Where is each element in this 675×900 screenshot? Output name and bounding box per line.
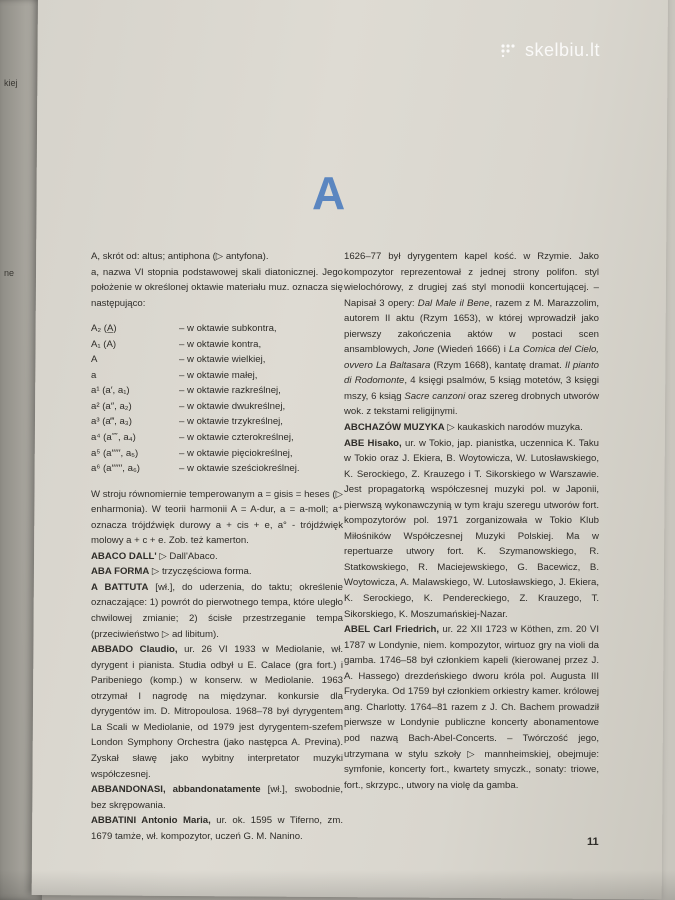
octave-description: – w oktawie kontra, [179,338,262,350]
entry-a-abbrev: A, skrót od: altus; antiphona (▷ antyfona). [91,251,269,262]
entry-abbatini: ABBATINI Antonio Maria, ur. ok. 1595 w Tiferno, zm. 1679 tamże, wł. kompozytor, uczeń G. M. Nanino. [91,815,343,842]
octave-description: – w oktawie subkontra, [179,323,277,335]
octave-row [91,368,343,384]
octave-description: – w oktawie trzykreślnej, [179,416,283,428]
octave-symbol: A [91,354,98,366]
previous-page-fragment: kiej [4,78,18,88]
octave-symbol: a⁴ (a⁗, a₄) [91,432,136,444]
entry-a-tuning: W stroju równomiernie temperowanym a = gisis = heses (▷ enharmonia). W teorii harmonii A = A-dur, a = a-moll; a⁺ oznacza trójdźwięk durowy a + cis + e, a° - trójdźwięk molowy a + c + e. Zob. też kamerton. [91,488,343,547]
octave-symbol: a¹ (a′, a₁) [91,385,130,397]
previous-page-fragment: ne [4,268,15,278]
octave-description: – w oktawie czterokreślnej, [179,432,294,444]
octave-symbol: a⁶ (a′′′′′′, a₆) [91,463,141,475]
octave-description: – w oktawie pięciokreślnej, [179,447,293,459]
octave-symbol: A₁ (A) [91,338,117,350]
entry-abaco: ABACO DALL' ▷ Dall'Abaco. [91,550,218,562]
octave-row [91,446,343,462]
entry-abbandonasi: ABBANDONASI, abbandonatamente [wł.], swobodnie, bez skrępowania. [91,784,343,811]
octave-symbol: a [91,369,97,381]
octave-row [91,414,343,430]
octave-row [91,337,343,353]
entry-abchazow: ABCHAZÓW MUZYKA ▷ kaukaskich narodów muzyka. [344,422,583,434]
octave-description: – w oktawie sześciokreślnej. [179,463,300,475]
octave-description: – w oktawie razkreślnej, [179,385,281,397]
entry-abe: ABE Hisako, ur. w Tokio, jap. pianistka, uczennica K. Taku w Tokio oraz J. Ekiera, B. Woytowicza, W. Lutosławskiego, K. Serockiego, Z. Krauzego i T. Sikorskiego w Warszawie. Jest propagatorką współczesnej muzyki pol. w Japonii, pierwszą wykonawczynią w tym kraju szeregu utworów fort. kompozytorów pol. 1971 zorganizowała w Tokio Klub Miłośników Współczesnej Muzyki Polskiej. Ma w repertuarze utwory fort. K. Szymanowskiego, R. Statkowskiego, R. Maciejewskiego, G. Bacewicz, B. Woytowicza, A. Malawskiego, W. Lutosławskiego, J. Ekiera, K. Serockiego, K. Pendereckiego, Z. Krauzego, T. Sikorskiego, K. Moszumańskiej-Nazar. [344,437,599,620]
entry-abel: ABEL Carl Friedrich, ur. 22 XII 1723 w Köthen, zm. 20 VI 1787 w Londynie, niem. kompozytor, wirtuoz gry na violi da gamba. 1746–58 był członkiem kapeli (kierowanej przez J. A. Hassego) drezdeńskiego dworu króla pol. Augusta III Fryderyka. Od 1759 był członkiem orkiestry kamer. królowej ang. Charlotty. 1764–81 razem z J. Ch. Bachem prowadził pierwsze w Londynie publiczne koncerty abonamentowe pod nazwą Bach-Abel-Concerts. – Twórczość jego, utrzymana w stylu szkoły ▷ mannheimskiej, obejmuje: symfonie, koncerty fort., kwartety smyczk., sonaty: triowe, fort., skrzypc., utwory na violę da gamba. [344,624,599,791]
octave-list [91,321,343,476]
watermark [500,40,600,61]
entry-a-battuta: A BATTUTA [wł.], do uderzenia, do taktu; określenie oznaczające: 1) powrót do pierwotnego tempa, które uległo chwilowej zmianie; 2) ścisłe przestrzeganie tempa (przeciwieństwo ▷ ad libitum). [91,581,343,640]
skelbiu-logo-icon [500,43,522,57]
octave-symbol: a⁵ (a′′′′′, a₅) [91,447,139,459]
octave-row [91,321,343,337]
entry-aba-forma: ABA FORMA ▷ trzyczęściowa forma. [91,566,252,578]
octave-row [91,399,343,415]
octave-symbol: a³ (a‴, a₃) [91,416,132,428]
section-letter: A [312,167,346,219]
entry-abbatini-continued: 1626–77 był dyrygentem kapel kość. w Rzymie. Jako kompozytor reprezentował z jednej strony polifon. styl wielochórowy, z drugiej zaś styl monodii koncertującej. – Napisał 3 opery: Dal Male il Bene, razem z M. Marazzolim, autorem II aktu (Rzym 1653), w której wprowadził jako pierwszy zakończenia aktów w postaci scen ansamblowych, Jone (Wiedeń 1666) i La Comica del Cielo, ovvero La Baltasara (Rzym 1668), kantatę dramat. Il pianto di Rodomonte, 4 księgi psalmów, 5 ksiąg motetów, 3 księgi mszy, 6 ksiąg Sacre canzoni oraz szereg drobnych utworów wok. z tekstami religijnymi. [344,251,600,418]
left-column [91,249,343,844]
octave-description: – w oktawie dwukreślnej, [179,400,286,412]
octave-symbol: a² (a″, a₂) [91,400,132,412]
entry-abbado: ABBADO Claudio, ur. 26 VI 1933 w Mediolanie, wł. dyrygent i pianista. Studia odbył u E. Calace (gra fort.) i Paribeniego (komp.) w konserw. w Mediolanie. 1963 otrzymał I nagrodę na międzynar. konkursie dla dyrygentów im. D. Mitropoulosa. 1968–78 był dyrygentem La Scali w Mediolanie, od 1979 jest dyrygentem-szefem London Symphony Orchestra (jako następca A. Previna). Zyskał sławę jako wybitny interpretator muzyki współczesnej. [91,644,343,780]
watermark-text: skelbiu.lt [525,40,601,60]
entry-a-note: a, nazwa VI stopnia podstawowej skali diatonicznej. Jego położenie w określonej oktawie materiału muz. oznacza się następująco: [91,266,343,309]
octave-symbol: A₂ (A̲) [91,323,117,335]
bottom-shadow [0,870,675,900]
page-number: 11 [587,836,599,848]
octave-row [91,430,343,446]
right-column [344,249,599,793]
octave-description: – w oktawie wielkiej, [179,354,266,366]
octave-row [91,461,343,477]
octave-row [91,383,343,399]
octave-row [91,352,343,368]
octave-description: – w oktawie małej, [179,369,258,381]
